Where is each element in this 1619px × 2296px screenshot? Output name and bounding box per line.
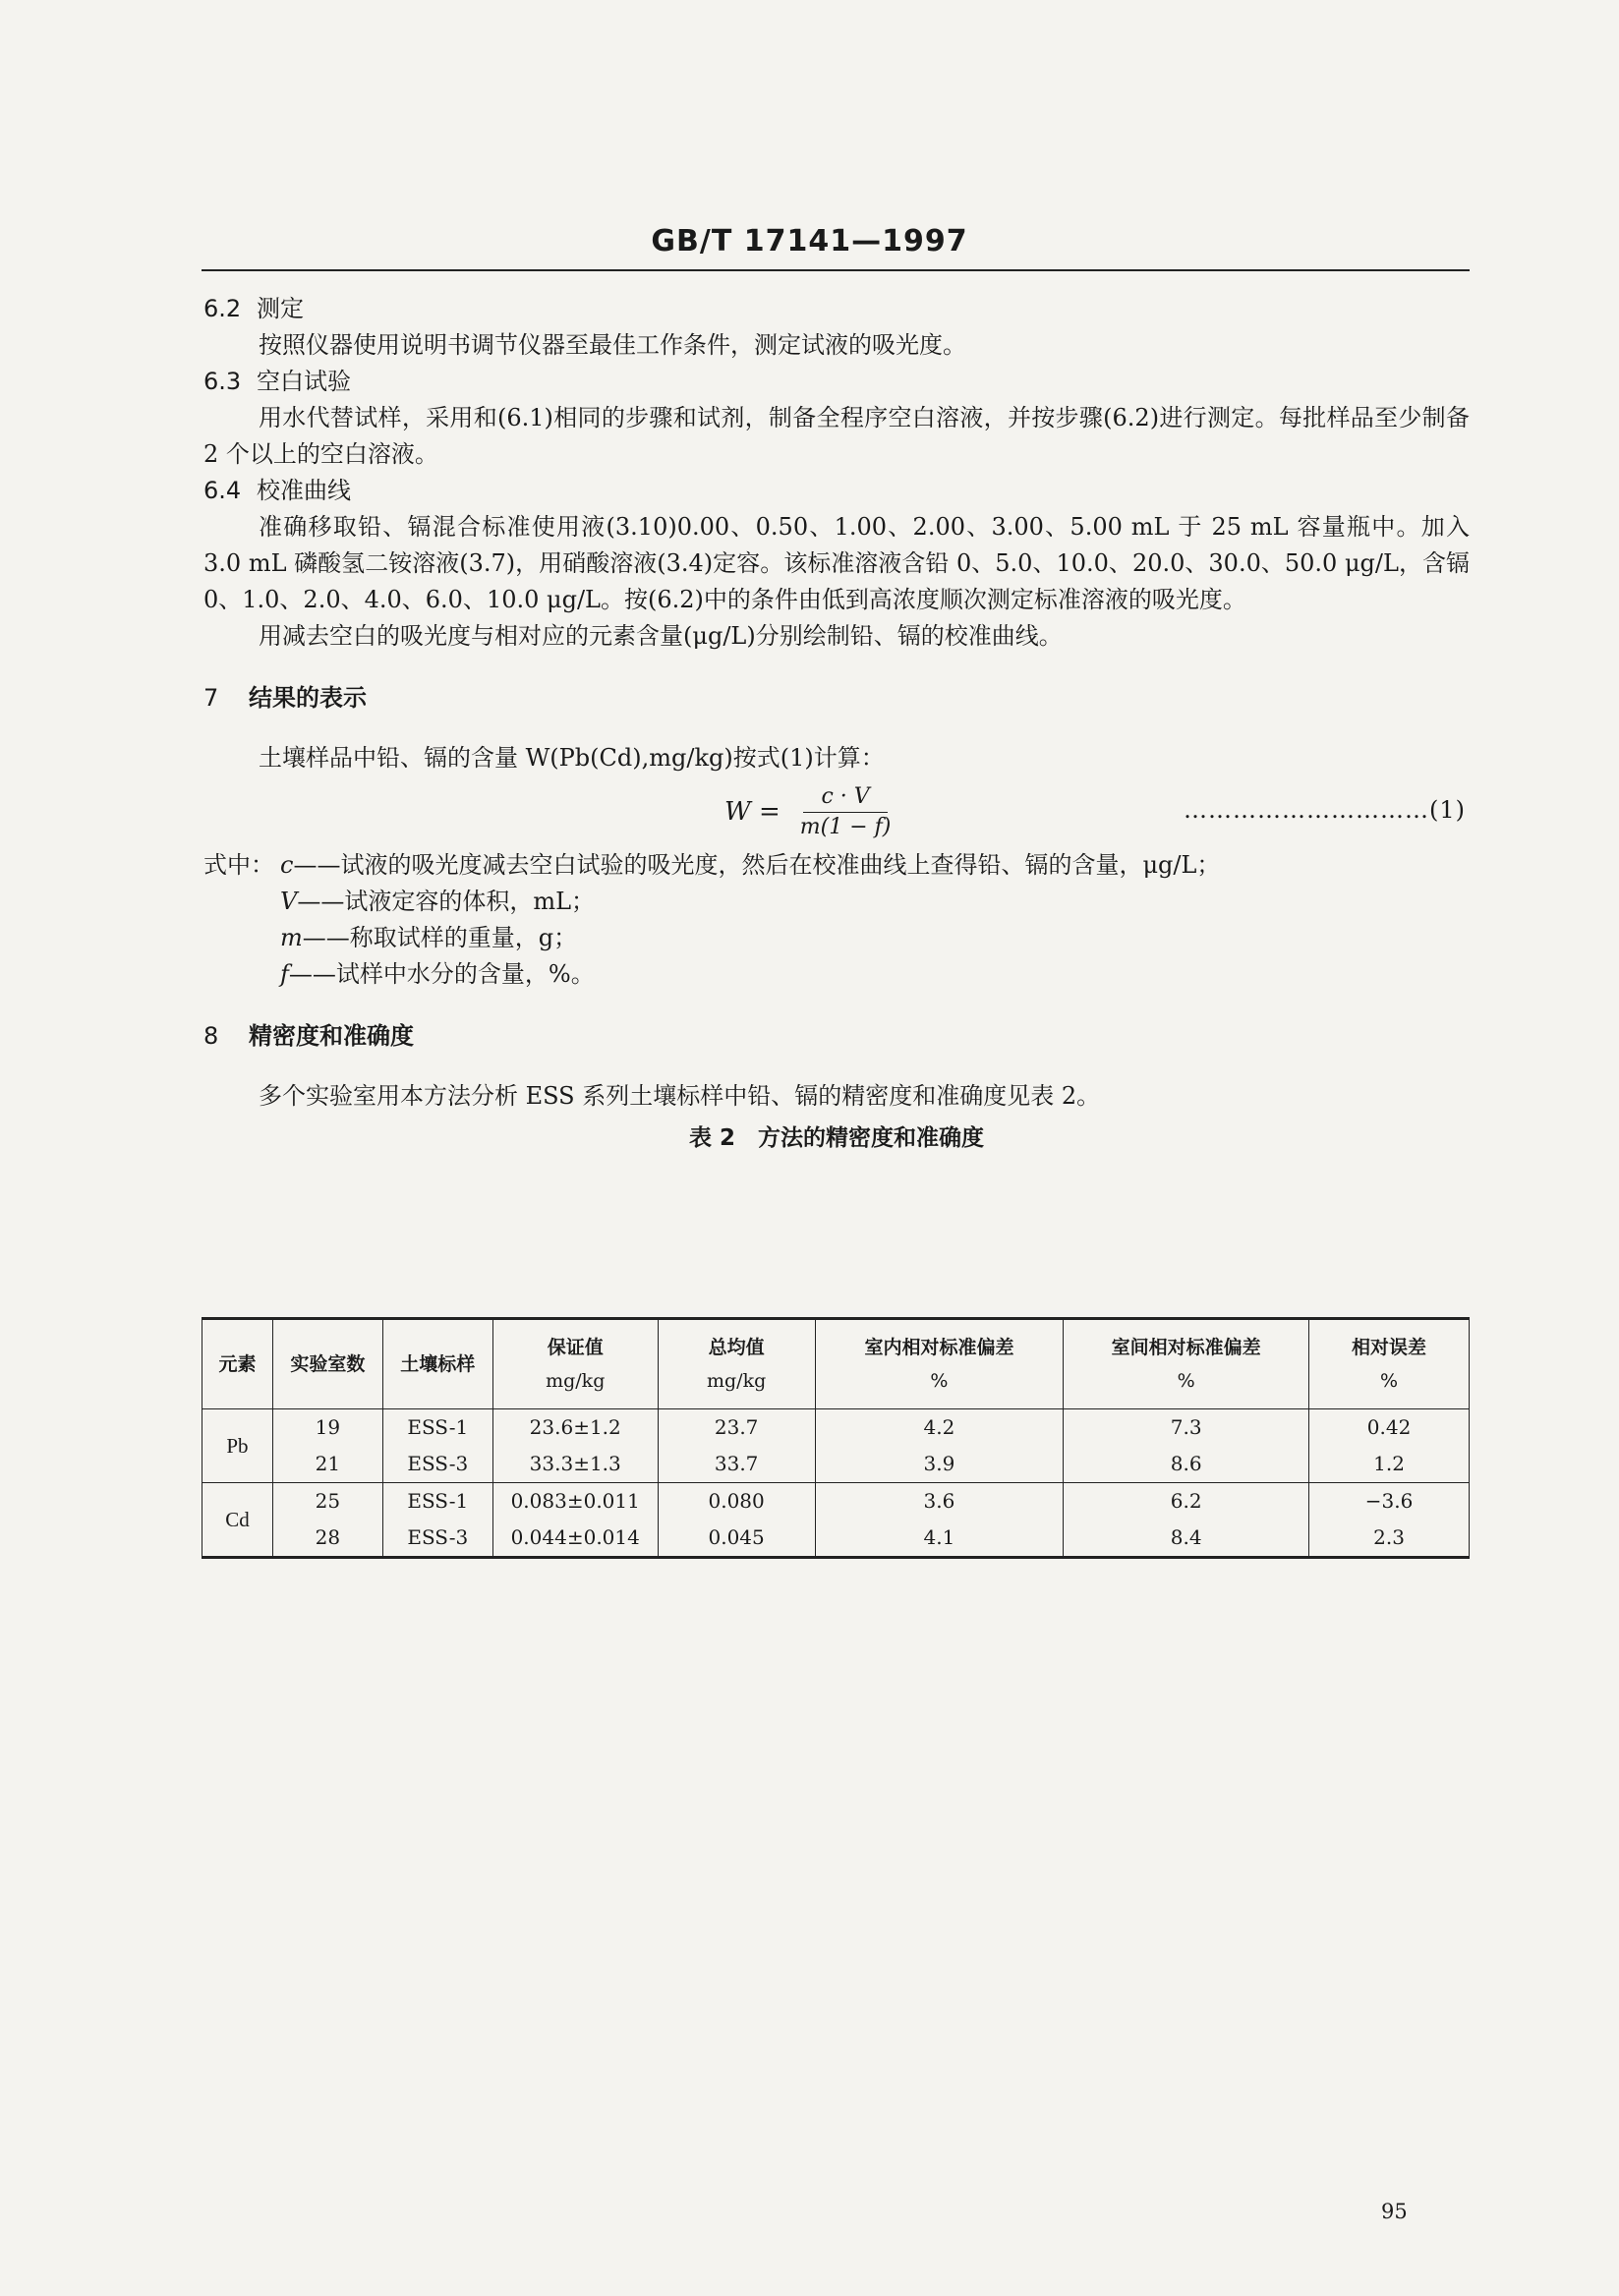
header-relerr (1309, 1319, 1470, 1409)
header-rule (202, 269, 1470, 271)
section-number: 6.4 (203, 477, 242, 504)
formula-denominator: m(1 − f) (799, 815, 892, 839)
labs-cell: 21 (272, 1446, 382, 1483)
header-intra-unit: % (930, 1370, 949, 1392)
mean-cell: 33.7 (658, 1446, 815, 1483)
section-title: 校准曲线 (257, 477, 351, 504)
header-mean-unit: mg/kg (707, 1370, 767, 1392)
formula-lhs: W = (724, 797, 781, 827)
definition-row (203, 847, 1470, 884)
formula-1 (203, 782, 1470, 843)
element-cell: Cd (202, 1483, 273, 1558)
certified-cell: 0.083±0.011 (492, 1483, 658, 1521)
header-inter-unit: % (1177, 1370, 1195, 1392)
inter-cell: 8.4 (1064, 1520, 1309, 1558)
table-row (202, 1520, 1470, 1558)
relerr-cell: 1.2 (1309, 1446, 1470, 1483)
section-number: 7 (203, 684, 219, 712)
definition-row (203, 920, 1470, 956)
element-cell: Pb (202, 1409, 273, 1483)
definition-symbol: f (280, 960, 289, 988)
section-title: 空白试验 (257, 368, 351, 395)
header-labs: 实验室数 (272, 1319, 382, 1409)
certified-cell: 0.044±0.014 (492, 1520, 658, 1558)
inter-cell: 8.6 (1064, 1446, 1309, 1483)
symbol-definitions (203, 847, 1470, 993)
definitions-prefix: 式中： (203, 851, 274, 879)
sample-cell: ESS-1 (382, 1409, 492, 1447)
relerr-cell: 0.42 (1309, 1409, 1470, 1447)
definition-text: ——试液定容的体积，mL； (297, 888, 596, 915)
definition-row (203, 884, 1470, 920)
relerr-cell: 2.3 (1309, 1520, 1470, 1558)
header-mean-label: 总均值 (708, 1337, 765, 1358)
table-row (202, 1483, 1470, 1521)
sample-cell: ESS-3 (382, 1446, 492, 1483)
definition-symbol: V (280, 888, 298, 915)
inter-cell: 6.2 (1064, 1483, 1309, 1521)
header-inter-label: 室间相对标准偏差 (1111, 1337, 1261, 1358)
section-title: 结果的表示 (249, 684, 367, 712)
certified-cell: 23.6±1.2 (492, 1409, 658, 1447)
inter-cell: 7.3 (1064, 1409, 1309, 1447)
header-element: 元素 (202, 1319, 273, 1409)
section-6-4-heading (203, 473, 1470, 509)
section-6-4-body-1: 准确移取铅、镉混合标准使用液(3.10)0.00、0.50、1.00、2.00、3.00、5.00 mL 于 25 mL 容量瓶中。加入 3.0 mL 磷酸氢二铵溶液(3.7)，用硝酸溶液(3.4)定容。该标准溶液含铅 0、5.0、10.0、20.0、30.0、50.0 μg/L，含镉 0、1.0、2.0、4.0、6.0、10.0 μg/L。按(6.2)中的条件由低到高浓度顺次测定标准溶液的吸光度。 (203, 513, 1470, 613)
mean-cell: 0.045 (658, 1520, 815, 1558)
table-header-row (202, 1319, 1470, 1409)
definition-symbol: c (280, 851, 294, 879)
definition-text: ——称取试样的重量，g； (302, 924, 578, 951)
document-body (203, 291, 1470, 1163)
formula-numerator: c · V (803, 782, 887, 813)
section-8-intro: 多个实验室用本方法分析 ESS 系列土壤标样中铅、镉的精密度和准确度见表 2。 (259, 1082, 1101, 1110)
labs-cell: 25 (272, 1483, 382, 1521)
header-sample: 土壤标样 (382, 1319, 492, 1409)
table-row (202, 1409, 1470, 1447)
header-certified-label: 保证值 (547, 1337, 604, 1358)
definition-row (203, 956, 1470, 993)
section-6-2-body: 按照仪器使用说明书调节仪器至最佳工作条件，测定试液的吸光度。 (259, 331, 966, 359)
page-header: GB/T 17141—1997 (651, 224, 968, 258)
definition-text: ——试液的吸光度减去空白试验的吸光度，然后在校准曲线上查得铅、镉的含量，μg/L； (293, 851, 1221, 879)
section-number: 8 (203, 1022, 219, 1050)
labs-cell: 28 (272, 1520, 382, 1558)
sample-cell: ESS-1 (382, 1483, 492, 1521)
header-mean (658, 1319, 815, 1409)
definition-symbol: m (280, 924, 303, 951)
section-title: 精密度和准确度 (249, 1022, 414, 1050)
section-6-3-heading (203, 364, 1470, 400)
section-8-heading (203, 1018, 1470, 1055)
section-7-heading (203, 680, 1470, 717)
section-6-3-body: 用水代替试样，采用和(6.1)相同的步骤和试剂，制备全程序空白溶液，并按步骤(6.2)进行测定。每批样品至少制备 2 个以上的空白溶液。 (203, 404, 1470, 468)
header-inter (1064, 1319, 1309, 1409)
sample-cell: ESS-3 (382, 1520, 492, 1558)
header-certified (492, 1319, 658, 1409)
formula-label: …………………………(1) (1184, 796, 1466, 824)
header-relerr-unit: % (1380, 1370, 1399, 1392)
intra-cell: 3.9 (815, 1446, 1064, 1483)
intra-cell: 3.6 (815, 1483, 1064, 1521)
labs-cell: 19 (272, 1409, 382, 1447)
header-relerr-label: 相对误差 (1352, 1337, 1427, 1358)
section-number: 6.3 (203, 368, 242, 395)
header-intra (815, 1319, 1064, 1409)
relerr-cell: −3.6 (1309, 1483, 1470, 1521)
precision-accuracy-table (202, 1317, 1470, 1559)
intra-cell: 4.1 (815, 1520, 1064, 1558)
header-intra-label: 室内相对标准偏差 (864, 1337, 1014, 1358)
mean-cell: 23.7 (658, 1409, 815, 1447)
formula-expression (724, 782, 896, 842)
section-7-intro: 土壤样品中铅、镉的含量 W(Pb(Cd),mg/kg)按式(1)计算： (259, 744, 885, 772)
intra-cell: 4.2 (815, 1409, 1064, 1447)
section-6-4-body-2: 用减去空白的吸光度与相对应的元素含量(μg/L)分别绘制铅、镉的校准曲线。 (259, 622, 1063, 650)
certified-cell: 33.3±1.3 (492, 1446, 658, 1483)
formula-fraction (794, 782, 897, 842)
section-number: 6.2 (203, 295, 242, 322)
section-title: 测定 (257, 295, 304, 322)
definition-text: ——试样中水分的含量，%。 (288, 960, 595, 988)
section-6-2-heading (203, 291, 1470, 327)
mean-cell: 0.080 (658, 1483, 815, 1521)
table-caption: 表 2 方法的精密度和准确度 (688, 1125, 984, 1151)
header-certified-unit: mg/kg (546, 1370, 606, 1392)
page-number: 95 (1381, 2200, 1408, 2223)
table-row (202, 1446, 1470, 1483)
